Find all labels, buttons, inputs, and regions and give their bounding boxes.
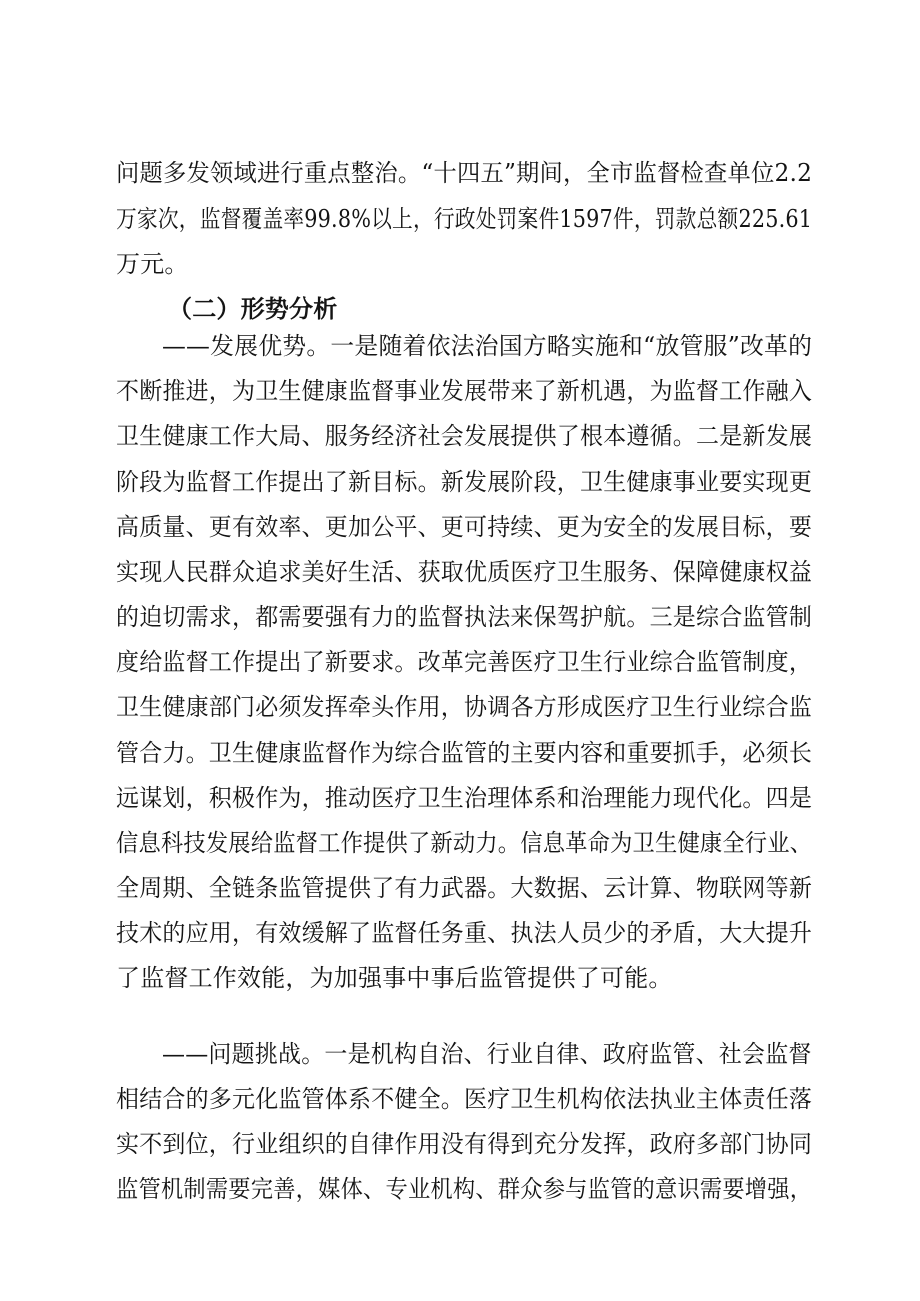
text-line: 卫生健康部门必须发挥牵头作用，协调各方形成医疗卫生行业综合监 [116, 693, 813, 721]
text-line: 卫生健康工作大局、服务经济社会发展提供了根本遵循。二是新发展 [116, 422, 813, 450]
text-line: 实不到位，行业组织的自律作用没有得到充分发挥，政府多部门协同 [116, 1130, 813, 1158]
section-heading: （二）形势分析 [168, 295, 338, 323]
text-line: 了监督工作效能，为加强事中事后监管提供了可能。 [116, 964, 673, 992]
text-line: ——发展优势。一是随着依法治国方略实施和“放管服”改革的 [162, 332, 813, 360]
text-line: 技术的应用，有效缓解了监督任务重、执法人员少的矛盾，大大提升 [116, 919, 813, 947]
text-line: 度给监督工作提出了新要求。改革完善医疗卫生行业综合监管制度， [116, 648, 813, 676]
text-line: 的迫切需求，都需要强有力的监督执法来保驾护航。三是综合监管制 [116, 603, 813, 631]
text-line: 相结合的多元化监管体系不健全。医疗卫生机构依法执业主体责任落 [116, 1085, 813, 1113]
text-line: 管合力。卫生健康监督作为综合监管的主要内容和重要抓手，必须长 [116, 739, 813, 767]
text-line: 全周期、全链条监管提供了有力武器。大数据、云计算、物联网等新 [116, 874, 813, 902]
text-line: ——问题挑战。一是机构自治、行业自律、政府监管、社会监督 [162, 1040, 812, 1068]
text-line: 监管机制需要完善，媒体、专业机构、群众参与监管的意识需要增强， [116, 1175, 813, 1203]
text-line: 不断推进，为卫生健康监督事业发展带来了新机遇，为监督工作融入 [116, 377, 813, 405]
text-line: 阶段为监督工作提出了新目标。新发展阶段，卫生健康事业要实现更 [116, 468, 813, 496]
text-line: 高质量、更有效率、更加公平、更可持续、更为安全的发展目标，要 [116, 513, 813, 541]
text-line: 远谋划，积极作为，推动医疗卫生治理体系和治理能力现代化。四是 [116, 784, 813, 812]
text-line: 万家次，监督覆盖率99.8%以上，行政处罚案件1597件，罚款总额225.61 [116, 205, 813, 233]
text-line: 问题多发领域进行重点整治。“十四五”期间，全市监督检查单位2.2 [116, 159, 813, 187]
text-line: 信息科技发展给监督工作提供了新动力。信息革命为卫生健康全行业、 [116, 829, 813, 857]
text-line: 实现人民群众追求美好生活、获取优质医疗卫生服务、保障健康权益 [116, 558, 813, 586]
text-line: 万元。 [116, 250, 189, 278]
